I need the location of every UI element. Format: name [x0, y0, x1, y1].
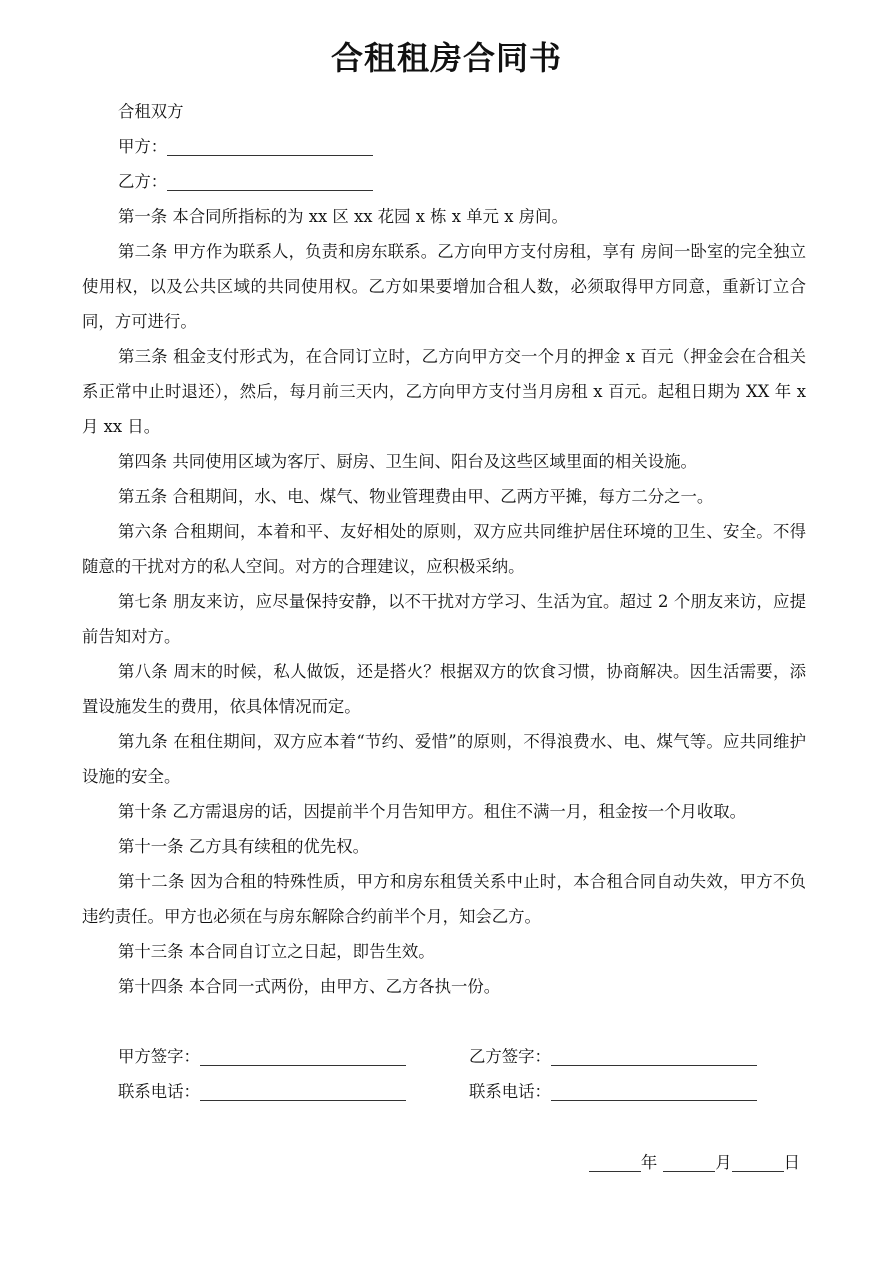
clause-9: 第九条 在租住期间，双方应本着“节约、爱惜”的原则，不得浪费水、电、煤气等。应共同维护设施的安全。	[82, 732, 806, 786]
party-a-sign-label: 甲方签字：	[118, 1047, 200, 1066]
party-b-phone-blank	[551, 1080, 757, 1101]
clause-4: 第四条 共同使用区域为客厅、厨房、卫生间、阳台及这些区域里面的相关设施。	[118, 452, 697, 471]
month-blank	[663, 1151, 715, 1172]
party-b-signature-line	[469, 1039, 757, 1074]
clause-1: 第一条 本合同所指标的为 xx 区 xx 花园 x 栋 x 单元 x 房间。	[118, 207, 568, 226]
day-blank	[732, 1151, 784, 1172]
year-blank	[589, 1151, 641, 1172]
party-a-line	[82, 129, 806, 164]
party-a-label: 甲方：	[118, 137, 168, 156]
clause-14: 第十四条 本合同一式两份，由甲方、乙方各执一份。	[118, 977, 501, 996]
clause-8: 第八条 周末的时候，私人做饭，还是搭火？根据双方的饮食习惯，协商解决。因生活需要，添置设施发生的费用，依具体情况而定。	[82, 662, 806, 716]
party-a-signature-line	[118, 1039, 406, 1074]
contract-body	[82, 94, 806, 1004]
party-b-blank	[167, 170, 373, 191]
party-a-phone-label: 联系电话：	[118, 1082, 200, 1101]
year-label: 年	[640, 1153, 658, 1172]
clause-3: 第三条 租金支付形式为，在合同订立时，乙方向甲方交一个月的押金 x 百元（押金会在合租关系正常中止时退还），然后，每月前三天内，乙方向甲方支付当月房租 x 百元。起租日期为 XX 年 x 月 xx 日。	[82, 347, 806, 436]
month-label: 月	[715, 1153, 732, 1172]
party-a-phone-line	[118, 1074, 406, 1109]
party-b-sign-label: 乙方签字：	[469, 1047, 551, 1066]
intro-line: 合租双方	[118, 102, 184, 121]
party-a-phone-blank	[200, 1080, 406, 1101]
party-b-label: 乙方：	[118, 172, 168, 191]
party-b-phone-label: 联系电话：	[469, 1082, 551, 1101]
party-a-sign-blank	[200, 1045, 406, 1066]
party-a-blank	[167, 135, 373, 156]
clause-13: 第十三条 本合同自订立之日起，即告生效。	[118, 942, 435, 961]
clause-11: 第十一条 乙方具有续租的优先权。	[118, 837, 370, 856]
date-line	[589, 1145, 800, 1180]
party-b-line	[82, 164, 806, 199]
document-title: 合租租房合同书	[330, 39, 562, 77]
day-label: 日	[783, 1153, 800, 1172]
clause-6: 第六条 合租期间，本着和平、友好相处的原则，双方应共同维护居住环境的卫生、安全。不得随意的干扰对方的私人空间。对方的合理建议，应积极采纳。	[82, 522, 806, 576]
clause-10: 第十条 乙方需退房的话，因提前半个月告知甲方。租住不满一月，租金按一个月收取。	[118, 802, 747, 821]
clause-5: 第五条 合租期间，水、电、煤气、物业管理费由甲、乙两方平摊，每方二分之一。	[118, 487, 714, 506]
clause-7: 第七条 朋友来访，应尽量保持安静，以不干扰对方学习、生活为宜。超过 2 个朋友来访，应提前告知对方。	[82, 592, 806, 646]
clause-12: 第十二条 因为合租的特殊性质，甲方和房东租赁关系中止时，本合租合同自动失效，甲方不负违约责任。甲方也必须在与房东解除合约前半个月，知会乙方。	[82, 872, 806, 926]
clause-2: 第二条 甲方作为联系人，负责和房东联系。乙方向甲方支付房租，享有 房间一卧室的完全独立使用权，以及公共区域的共同使用权。乙方如果要增加合租人数，必须取得甲方同意，重新订立合同，方可进行。	[82, 242, 806, 331]
party-b-phone-line	[469, 1074, 757, 1109]
party-b-sign-blank	[551, 1045, 757, 1066]
